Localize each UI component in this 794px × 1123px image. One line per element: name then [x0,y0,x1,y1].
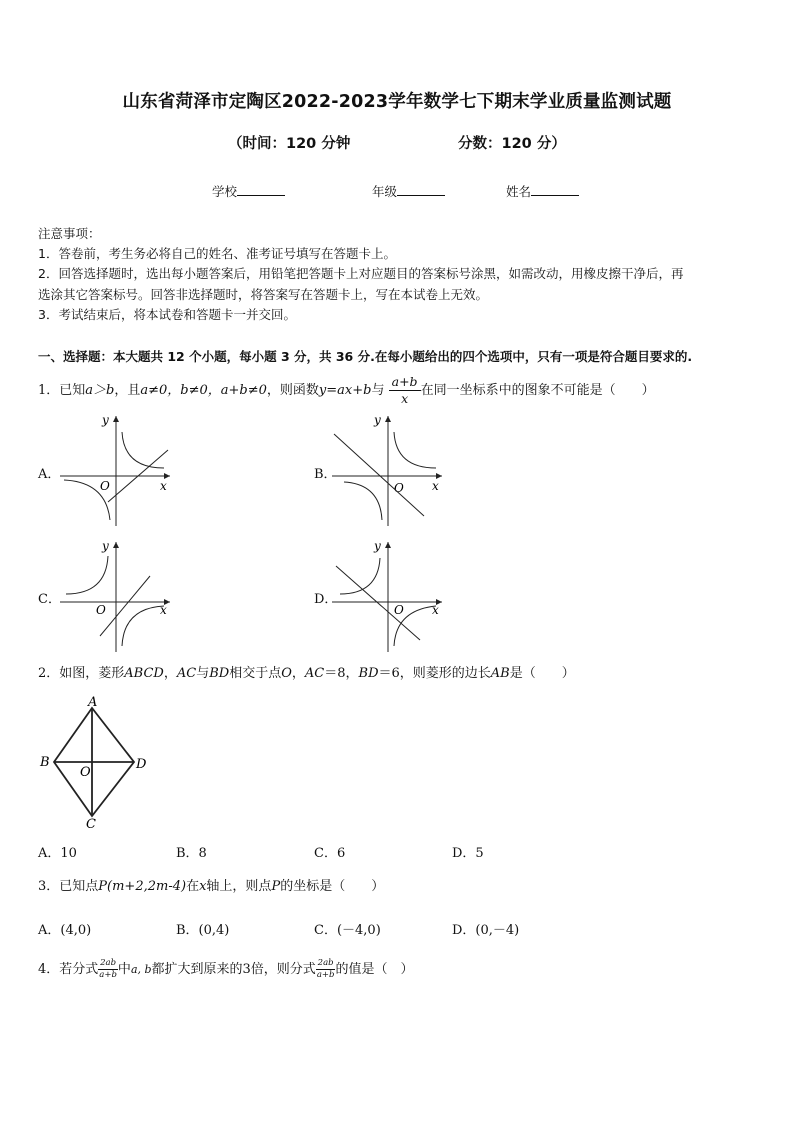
q3-text-a: 3．已知点 [38,879,99,894]
q2-text-b: ， [163,666,177,681]
q3-text-c: 轴上，则点 [206,879,272,894]
q3-p: P [271,879,281,894]
q1-suffix: 在同一坐标系中的图象不可能是（ ） [420,383,655,398]
q1-mid2: ，则函数 [266,383,319,398]
q2-option-a: A．10 [38,846,77,861]
q3-option-d: D．(0,－4) [452,923,520,938]
q2-ac8: AC [304,666,325,681]
axis-x-label: x [432,479,439,493]
q1-cond1: a＞b [85,383,115,398]
q1-option-b-graph [328,410,458,528]
axis-y-label: y [102,539,109,553]
section-heading: 一、选择题：本大题共 12 个小题，每小题 3 分，共 36 分.在每小题给出的四个选项中，只有一项是符合题目要求的. [38,349,693,364]
q1-prefix: 1．已知 [38,383,86,398]
q4-frac2-den: a+b [316,970,335,980]
note-item-2-cont: 选涂其它答案标号。回答非选择题时，将答案写在答题卡上，写在本试卷上无效。 [38,287,489,302]
q4-ab: a, b [130,963,152,976]
q2-text-f: ＝8， [324,666,359,681]
q1-frac-den: x [401,391,409,406]
vertex-d-label: D [136,757,147,772]
q1-option-d-label: D． [314,592,338,607]
q1-option-b-label: B． [314,467,337,482]
q4-text-c: 都扩大到原来的3倍，则分式 [151,962,316,977]
origin-label: O [394,481,404,495]
q1-mid3: 与 [371,383,385,398]
q4-frac1-den: a+b [99,970,117,980]
q2-abcd: ABCD [124,666,164,681]
vertex-c-label: C [86,817,96,832]
axis-y-label: y [374,413,381,427]
q4-fraction-2 [316,958,336,981]
q1-option-a-graph [56,410,186,528]
q1-option-d-graph [328,536,458,654]
school-field [212,182,285,200]
school-label: 学校 [212,184,238,199]
axis-y-label: y [102,413,109,427]
q4-text-b: 中 [117,962,131,977]
origin-label: O [96,603,106,617]
school-blank [237,183,285,196]
axis-y-label: y [374,539,381,553]
q2-text-h: 是（ ） [509,666,575,681]
q4-frac2-num: 2ab [317,958,334,968]
q4-frac1-num: 2ab [100,958,117,968]
q4-text-a: 4．若分式 [38,962,99,977]
q2-option-b: B．8 [176,846,207,861]
notes-heading: 注意事项： [38,226,101,241]
question-3 [38,877,384,897]
origin-label: O [100,479,110,493]
q4-fraction-1 [98,958,118,981]
axis-x-label: x [160,479,167,493]
grade-field [372,182,445,200]
axis-x-label: x [432,603,439,617]
q2-option-c: C．6 [314,846,346,861]
q2-option-d: D．5 [452,846,484,861]
q3-option-b: B．(0,4) [176,923,230,938]
q3-option-a: A．(4,0) [38,923,92,938]
q2-text-e: ， [291,666,305,681]
q1-option-a-label: A． [38,467,61,482]
name-field [506,182,579,200]
q3-text-b: 在 [186,879,200,894]
q2-text-d: 相交于点 [229,666,282,681]
note-item-1: 1．答卷前，考生务必将自己的姓名、准考证号填写在答题卡上。 [38,246,396,261]
q1-cond2: a≠0，b≠0，a+b≠0 [140,383,267,398]
note-item-2: 2．回答选择题时，选出每小题答案后，用铅笔把答题卡上对应题目的答案标号涂黑，如需改动，用橡皮擦干净后，再 [38,266,684,281]
q1-mid1: ，且 [114,383,141,398]
rhombus-figure [36,696,156,832]
page-title: 山东省菏泽市定陶区2022-2023学年数学七下期末学业质量监测试题 [122,92,672,112]
q1-option-c-label: C． [38,592,61,607]
question-4 [38,958,413,981]
grade-blank [397,183,445,196]
q4-text-d: 的值是（ ） [335,962,414,977]
q1-func: y=ax+b [318,383,372,398]
q3-text-d: 的坐标是（ ） [280,879,385,894]
name-label: 姓名 [506,184,532,199]
question-2 [38,664,575,684]
center-o-label: O [80,765,91,780]
q3-option-c: C．(－4,0) [314,923,381,938]
axis-x-label: x [160,603,167,617]
exam-time: （时间：120 分钟 [228,136,351,152]
q1-option-c-graph [56,536,186,654]
vertex-a-label: A [88,696,98,710]
q2-ac: AC [176,666,197,681]
vertex-b-label: B [40,755,50,770]
origin-label: O [394,603,404,617]
q1-fraction [389,374,421,407]
note-item-3: 3．考试结束后，将本试卷和答题卡一并交回。 [38,307,296,322]
q2-o: O [281,666,292,681]
q2-text-a: 2．如图，菱形 [38,666,125,681]
q2-text-g: ＝6，则菱形的边长 [378,666,491,681]
q1-frac-num: a+b [389,374,421,391]
name-blank [531,183,579,196]
question-1 [38,374,655,407]
q2-ab: AB [490,666,510,681]
q3-x: x [199,879,207,894]
q2-bd6: BD [358,666,379,681]
exam-score: 分数：120 分） [458,136,566,152]
q2-bd: BD [209,666,230,681]
q2-text-c: 与 [196,666,210,681]
grade-label: 年级 [372,184,398,199]
q3-point: P(m+2,2m-4) [98,879,187,894]
